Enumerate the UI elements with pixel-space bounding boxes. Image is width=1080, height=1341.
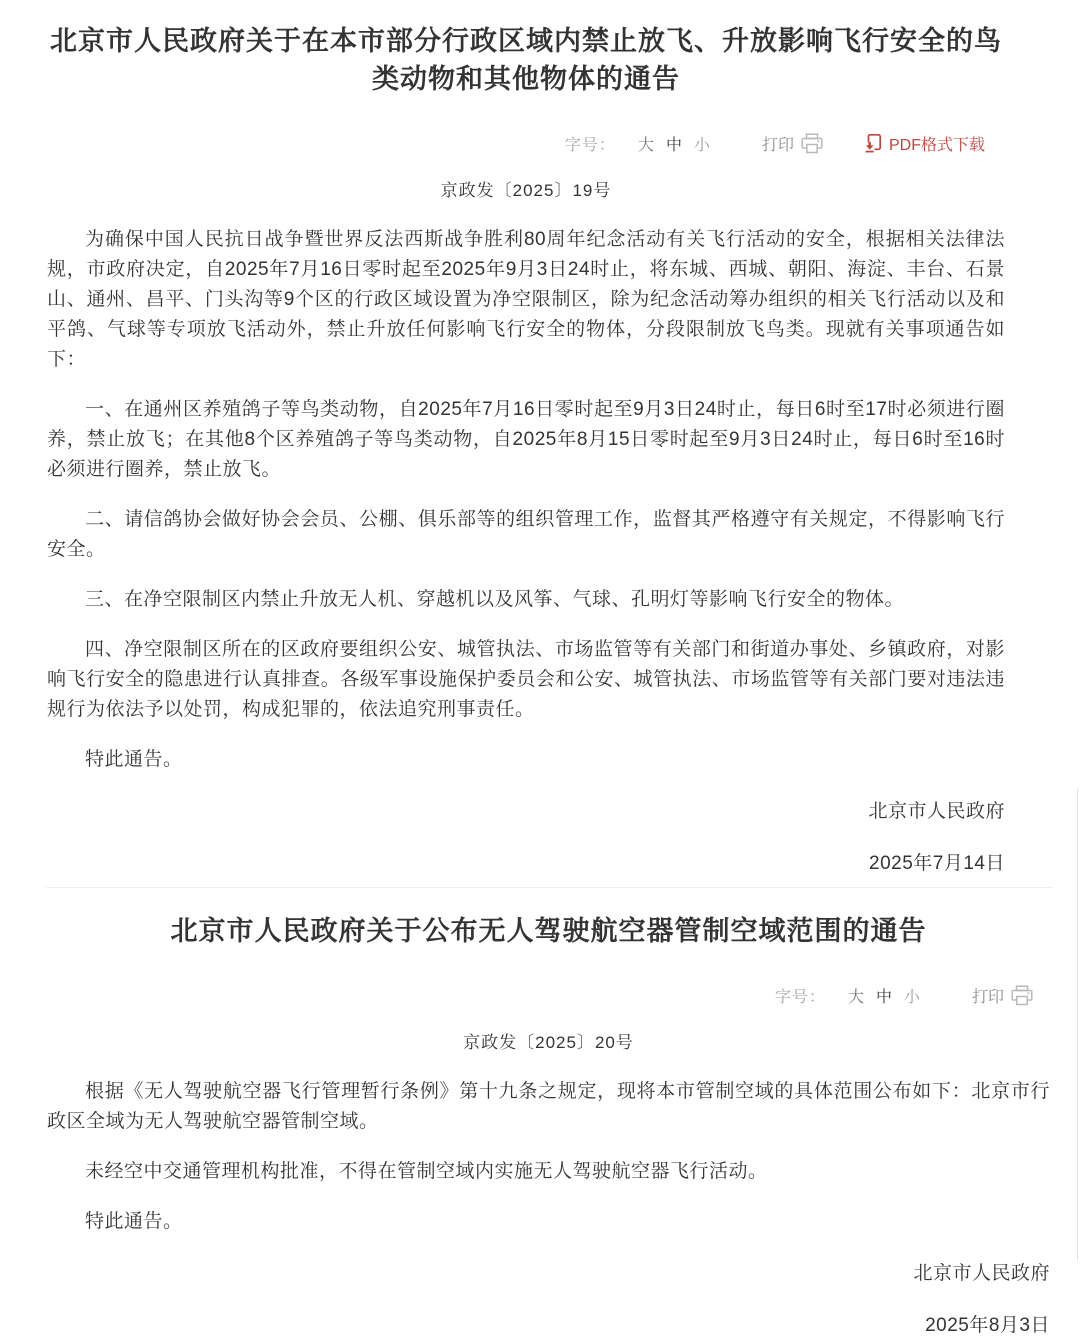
font-size-small-button[interactable]: 小	[903, 988, 920, 1006]
paragraph: 一、在通州区养殖鸽子等鸟类动物，自2025年7月16日零时起至9月3日24时止，每日6时至17时必须进行圈养，禁止放飞；在其他8个区养殖鸽子等鸟类动物，自2025年8月15日零时起至9月3日24时止，每日6时至16时必须进行圈养，禁止放飞。	[47, 399, 1005, 480]
print-label: 打印	[971, 988, 1004, 1006]
pdf-download-button[interactable]	[863, 132, 985, 155]
notice-2-toolbar	[47, 983, 1033, 1007]
paragraph: 二、请信鸽协会做好协会会员、公棚、俱乐部等的组织管理工作，监督其严格遵守有关规定，不得影响飞行安全。	[47, 509, 1005, 560]
notice-1-title: 北京市人民政府关于在本市部分行政区域内禁止放飞、升放影响飞行安全的鸟类动物和其他物体的通告	[50, 26, 1002, 94]
notice-1-date: 2025年7月14日	[869, 853, 1005, 874]
notice-1-doc-number: 京政发〔2025〕19号	[440, 181, 612, 200]
right-edge-border	[1077, 788, 1078, 1261]
print-button[interactable]	[972, 984, 1033, 1007]
notice-2	[0, 912, 1080, 1341]
font-size-large-button[interactable]: 大	[637, 136, 654, 154]
paragraph: 根据《无人驾驶航空器飞行管理暂行条例》第十九条之规定，现将本市管制空域的具体范围公布如下：北京市行政区全域为无人驾驶航空器管制空域。	[47, 1081, 1050, 1132]
font-size-label: 字号：	[564, 136, 616, 154]
font-size-label: 字号：	[774, 988, 826, 1006]
font-size-large-button[interactable]: 大	[847, 988, 864, 1006]
notice-2-date: 2025年8月3日	[925, 1315, 1050, 1336]
printer-icon	[1011, 985, 1033, 1006]
print-button[interactable]	[762, 132, 823, 155]
font-size-small-button[interactable]: 小	[693, 136, 710, 154]
font-size-medium-button[interactable]: 中	[875, 988, 892, 1006]
paragraph: 未经空中交通管理机构批准，不得在管制空域内实施无人驾驶航空器飞行活动。	[85, 1161, 768, 1182]
paragraph: 为确保中国人民抗日战争暨世界反法西斯战争胜利80周年纪念活动有关飞行活动的安全，根据相关法律法规，市政府决定，自2025年7月16日零时起至2025年9月3日24时止，将东城、西城、朝阳、海淀、丰台、石景山、通州、昌平、门头沟等9个区的行政区域设置为净空限制区，除为纪念活动筹办组织的相关飞行活动以及和平鸽、气球等专项放飞活动外，禁止升放任何影响飞行安全的物体，分段限制放飞鸟类。现就有关事项通告如下：	[47, 229, 1005, 370]
notice-1	[0, 22, 1080, 879]
font-size-medium-button[interactable]: 中	[665, 136, 682, 154]
notice-1-issuer: 北京市人民政府	[868, 801, 1005, 822]
paragraph: 三、在净空限制区内禁止升放无人机、穿越机以及风筝、气球、孔明灯等影响飞行安全的物体。	[85, 589, 905, 610]
section-divider	[46, 887, 1053, 888]
notice-2-issuer: 北京市人民政府	[913, 1263, 1050, 1284]
notice-1-body	[47, 225, 1005, 775]
pdf-download-icon	[863, 133, 883, 153]
closing-line: 特此通告。	[85, 1211, 183, 1232]
notice-2-title: 北京市人民政府关于公布无人驾驶航空器管制空域范围的通告	[170, 916, 927, 946]
pdf-download-label: PDF格式下载	[888, 136, 985, 154]
notice-1-toolbar	[47, 131, 985, 155]
notice-2-body	[47, 1077, 1050, 1237]
notice-page	[0, 22, 1080, 1336]
notice-2-doc-number: 京政发〔2025〕20号	[463, 1033, 634, 1052]
printer-icon	[801, 133, 823, 154]
paragraph: 四、净空限制区所在的区政府要组织公安、城管执法、市场监管等有关部门和街道办事处、乡镇政府，对影响飞行安全的隐患进行认真排查。各级军事设施保护委员会和公安、城管执法、市场监管等有关部门要对违法违规行为依法予以处罚，构成犯罪的，依法追究刑事责任。	[47, 639, 1005, 720]
closing-line: 特此通告。	[85, 749, 183, 770]
print-label: 打印	[761, 136, 794, 154]
